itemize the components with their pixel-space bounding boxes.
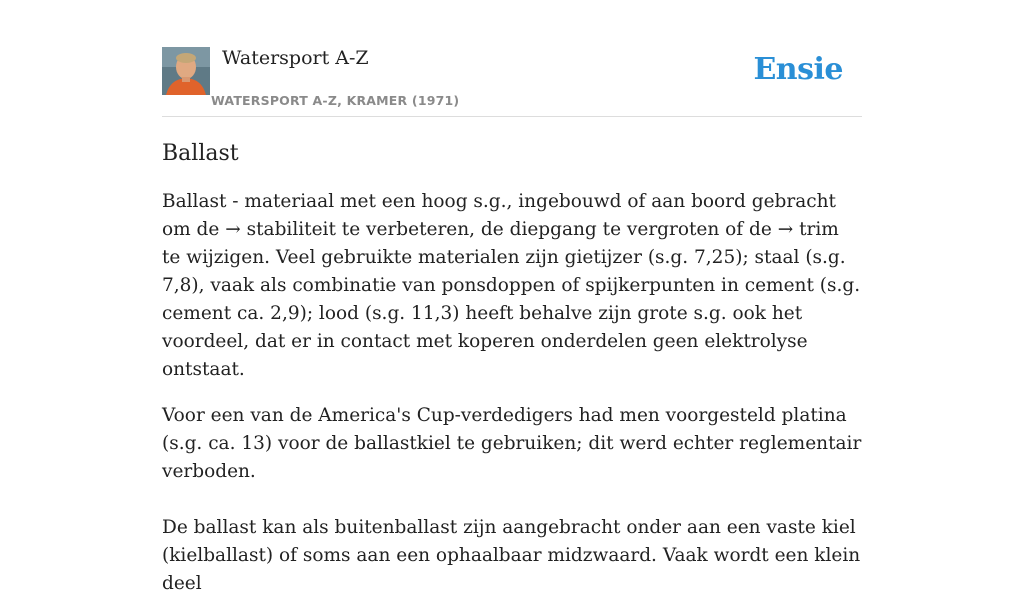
- book-source-label[interactable]: WATERSPORT A-Z, KRAMER (1971): [211, 93, 460, 108]
- avatar-image: [162, 47, 210, 95]
- entry-header: [162, 46, 862, 117]
- entry-title: Ballast: [162, 141, 239, 166]
- book-title-link[interactable]: Watersport A-Z: [222, 47, 369, 69]
- entry-paragraph-3: De ballast kan als buitenballast zijn aangebracht onder aan een vaste kiel (kielballast) of soms aan een ophaalbaar midzwaard. Vaak wordt een klein deel: [162, 517, 861, 594]
- entry-content: [162, 138, 862, 616]
- entry-paragraph-1: Ballast - materiaal met een hoog s.g., ingebouwd of aan boord gebracht om de → stabiliteit te verbeteren, de diepgang te vergroten of de → trim te wijzigen. Veel gebruikte materialen zijn gietijzer (s.g. 7,25); staal (s.g. 7,8), vaak als combinatie van ponsdoppen of spijkerpunten in cement (s.g. cement ca. 2,9); lood (s.g. 11,3) heeft behalve zijn grote s.g. ook het voordeel, dat er in contact met koperen onderdelen geen elektrolyse ontstaat.: [162, 191, 861, 380]
- entry-paragraph-2: Voor een van de America's Cup-verdedigers had men voorgesteld platina (s.g. ca. 13) voor de ballastkiel te gebruiken; dit werd echter reglementair verboden.: [162, 405, 862, 482]
- author-avatar-icon[interactable]: [162, 47, 210, 95]
- ensie-logo[interactable]: Ensie: [753, 52, 843, 87]
